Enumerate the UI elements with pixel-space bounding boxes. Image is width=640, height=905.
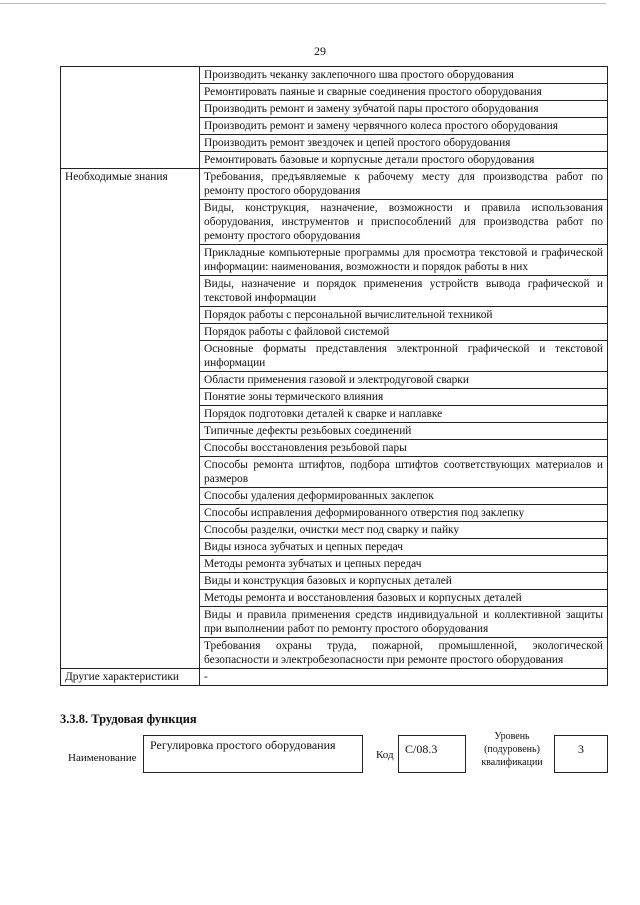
- knowledge-item-text: Способы исправления деформированного отверстия под заклепку: [200, 505, 608, 522]
- knowledge-item-text: Виды, назначение и порядок применения устройств вывода графической и текстовой информации: [200, 276, 608, 307]
- knowledge-item-text: Требования, предъявляемые к рабочему месту для производства работ по ремонту простого оборудования: [200, 169, 608, 200]
- other-characteristics-row: [61, 669, 608, 686]
- knowledge-item-text: Порядок подготовки деталей к сварке и наплавке: [200, 406, 608, 423]
- other-characteristics-label: Другие характеристики: [61, 669, 200, 686]
- other-characteristics-value: -: [200, 669, 608, 686]
- knowledge-item-text: Методы ремонта и восстановления базовых и корпусных деталей: [200, 590, 608, 607]
- labor-action-text: Производить ремонт и замену зубчатой пары простого оборудования: [200, 101, 608, 118]
- labor-action-text: Производить ремонт звездочек и цепей простого оборудования: [200, 135, 608, 152]
- knowledge-item-text: Типичные дефекты резьбовых соединений: [200, 423, 608, 440]
- knowledge-item-text: Способы разделки, очистки мест под сварку и пайку: [200, 522, 608, 539]
- knowledge-label: Необходимые знания: [61, 169, 200, 669]
- knowledge-item-text: Способы ремонта штифтов, подбора штифтов соответствующих материалов и размеров: [200, 457, 608, 488]
- labor-action-row: [61, 67, 608, 84]
- labor-action-text: Производить чеканку заклепочного шва простого оборудования: [200, 67, 608, 84]
- knowledge-item-text: Способы восстановления резьбовой пары: [200, 440, 608, 457]
- knowledge-item-text: Порядок работы с файловой системой: [200, 324, 608, 341]
- code-label: Код: [376, 749, 394, 761]
- code-value-box: С/08.3: [398, 735, 466, 773]
- knowledge-item-text: Виды и конструкция базовых и корпусных деталей: [200, 573, 608, 590]
- level-label: Уровень (подуровень) квалификации: [481, 731, 543, 768]
- knowledge-item-text: Методы ремонта зубчатых и цепных передач: [200, 556, 608, 573]
- knowledge-row: [61, 169, 608, 200]
- labor-action-text: Ремонтировать базовые и корпусные детали простого оборудования: [200, 152, 608, 169]
- labor-actions-label-cell: [61, 67, 200, 169]
- knowledge-item-text: Виды, конструкция, назначение, возможности и правила использования оборудования, инструментов и приспособлений для производства работ по ремонту простого оборудования: [200, 200, 608, 245]
- table-body: [61, 67, 608, 686]
- name-label: Наименование: [68, 752, 137, 764]
- name-value-box: Регулировка простого оборудования: [143, 735, 363, 773]
- knowledge-item-text: Требования охраны труда, пожарной, промышленной, экологической безопасности и электробезопасности при ремонте простого оборудования: [200, 638, 608, 669]
- knowledge-item-text: Основные форматы представления электронной графической и текстовой информации: [200, 341, 608, 372]
- page-number: 29: [314, 44, 326, 58]
- knowledge-item-text: Понятие зоны термического влияния: [200, 389, 608, 406]
- level-value-box: 3: [554, 735, 608, 773]
- top-rule: [0, 3, 606, 4]
- labor-action-text: Производить ремонт и замену червячного колеса простого оборудования: [200, 118, 608, 135]
- knowledge-table: [60, 66, 608, 686]
- knowledge-item-text: Порядок работы с персональной вычислительной техникой: [200, 307, 608, 324]
- labor-action-text: Ремонтировать паяные и сварные соединения простого оборудования: [200, 84, 608, 101]
- knowledge-item-text: Виды и правила применения средств индивидуальной и коллективной защиты при выполнении работ по ремонту простого оборудования: [200, 607, 608, 638]
- section-heading: 3.3.8. Трудовая функция: [60, 712, 197, 726]
- knowledge-item-text: Прикладные компьютерные программы для просмотра текстовой и графической информации: наименования, возможности и порядок работы в них: [200, 245, 608, 276]
- knowledge-item-text: Виды износа зубчатых и цепных передач: [200, 539, 608, 556]
- knowledge-item-text: Способы удаления деформированных заклепок: [200, 488, 608, 505]
- knowledge-item-text: Области применения газовой и электродуговой сварки: [200, 372, 608, 389]
